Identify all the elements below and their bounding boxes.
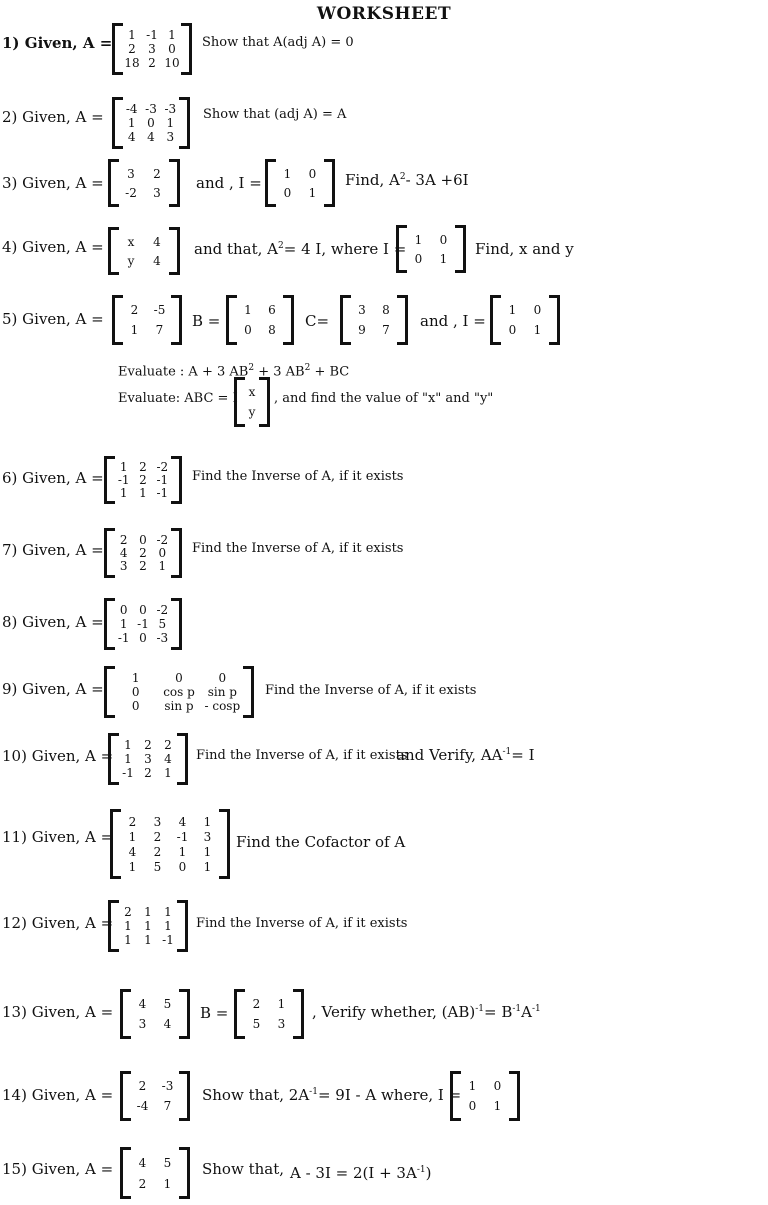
matrix-cell: y (248, 405, 256, 419)
matrix-cell: 1 (139, 485, 147, 500)
matrix-cell: 6 (268, 303, 276, 317)
q11-matrix (110, 812, 230, 876)
q13-b-label: B = (200, 1004, 229, 1022)
q10-sup: -1 (502, 747, 512, 757)
matrix-grid (460, 1076, 510, 1116)
q4-text-b: = 4 I, where I = (283, 240, 407, 258)
q6-label: 6) Given, A = (2, 469, 104, 487)
matrix-cell: 0 (283, 185, 292, 200)
matrix-cell: 0 (508, 323, 517, 337)
matrix-cell: 2 (138, 1079, 147, 1093)
q7-label: 7) Given, A = (2, 541, 104, 559)
q13-label: 13) Given, A = (2, 1003, 114, 1021)
matrix-cell: - cosp (204, 699, 241, 713)
matrix-cell: 1 (124, 933, 132, 947)
matrix-cell: 4 (138, 1155, 147, 1170)
matrix-cell: -3 (164, 102, 177, 116)
q5-matrix-b (226, 298, 294, 342)
matrix-cell: -1 (117, 631, 130, 645)
matrix-grid (275, 164, 325, 202)
matrix-cell: 1 (119, 617, 128, 631)
q15-eq-b: ) (425, 1164, 432, 1182)
matrix-cell: -1 (162, 933, 174, 947)
matrix-cell: -4 (125, 102, 138, 116)
matrix-cell: sin p (164, 699, 194, 713)
q12-text: Find the Inverse of A, if it exists (196, 916, 408, 931)
matrix-cell: 1 (508, 303, 517, 317)
matrix-cell: y (127, 253, 135, 268)
q1-label: 1) Given, A = (2, 34, 113, 52)
matrix-cell: -5 (153, 303, 166, 317)
q4-find: Find, x and y (475, 240, 574, 258)
matrix-cell: 1 (119, 460, 128, 475)
q14-label: 14) Given, A = (2, 1086, 114, 1104)
q5-label: 5) Given, A = (2, 310, 104, 328)
matrix-cell: 2 (144, 766, 152, 780)
q14-text-a: Show that, 2A (202, 1086, 310, 1104)
q2-matrix (112, 100, 190, 146)
matrix-cell: 1 (130, 323, 139, 337)
q3-label: 3) Given, A = (2, 174, 104, 192)
matrix-cell: 4 (138, 997, 147, 1011)
matrix-cell: 3 (277, 1017, 286, 1031)
q5-eval1-sup1: 2 (248, 363, 255, 373)
q3-and-i: and , I = (196, 174, 262, 192)
q2-text: Show that (adj A) = A (203, 107, 347, 122)
q3-find-b: - 3A +6I (405, 171, 469, 189)
matrix-cell: 1 (124, 752, 132, 766)
matrix-grid (122, 28, 182, 70)
q2-label: 2) Given, A = (2, 108, 104, 126)
matrix-cell: 4 (119, 545, 128, 560)
matrix-cell: 4 (164, 752, 172, 766)
matrix-cell: -1 (156, 485, 169, 500)
matrix-cell: 2 (130, 303, 139, 317)
q9-matrix (104, 669, 254, 715)
matrix-cell: 7 (155, 323, 164, 337)
matrix-cell: 9 (358, 323, 366, 337)
matrix-cell: 3 (119, 559, 128, 574)
q5-matrix-a (112, 298, 182, 342)
q11-label: 11) Given, A = (2, 828, 114, 846)
q5-eval1-c: + BC (314, 364, 350, 380)
matrix-cell: 1 (144, 919, 152, 933)
matrix-cell: 1 (128, 829, 137, 844)
matrix-cell: 1 (277, 997, 286, 1011)
matrix-grid (114, 603, 172, 645)
matrix-cell: 1 (131, 671, 140, 685)
q13-verify (312, 1003, 541, 1021)
matrix-cell: sin p (207, 685, 237, 699)
matrix-cell: 1 (533, 323, 542, 337)
worksheet-title: WORKSHEET (316, 4, 452, 24)
matrix-cell: 2 (128, 814, 137, 829)
matrix-cell: 1 (178, 844, 187, 859)
matrix-cell: 0 (158, 545, 167, 560)
q13-matrix-a (120, 992, 190, 1036)
matrix-cell: -1 (176, 829, 189, 844)
matrix-cell: -1 (137, 617, 149, 631)
matrix-grid (350, 300, 398, 340)
matrix-grid (244, 382, 260, 422)
q15-sup: -1 (416, 1165, 426, 1175)
q6-matrix (104, 459, 182, 501)
q5-b-label: B = (192, 312, 221, 330)
matrix-cell: 2 (139, 559, 147, 574)
q10-verify (396, 746, 535, 764)
q14-text-b: = 9I - A where, I = (317, 1086, 462, 1104)
q12-label: 12) Given, A = (2, 914, 114, 932)
matrix-cell: 3 (153, 814, 162, 829)
matrix-cell: 0 (175, 671, 183, 685)
matrix-cell: 4 (127, 130, 136, 144)
q14-sup: -1 (309, 1087, 318, 1097)
q5-eval1-a: Evaluate : A + 3 AB (118, 364, 249, 380)
q13-sup2: -1 (512, 1004, 522, 1014)
matrix-cell: 4 (147, 130, 155, 144)
matrix-cell: 1 (439, 251, 448, 266)
matrix-cell: 1 (203, 844, 212, 859)
q10-text: Find the Inverse of A, if it exists (196, 748, 408, 763)
q3-identity-matrix (265, 162, 335, 204)
matrix-cell: -2 (156, 532, 169, 547)
matrix-grid (120, 814, 220, 874)
matrix-cell: 0 (308, 166, 317, 181)
matrix-cell: 3 (166, 130, 175, 144)
matrix-cell: 1 (164, 905, 172, 919)
matrix-cell: 0 (139, 603, 147, 617)
q9-text: Find the Inverse of A, if it exists (265, 683, 477, 698)
q14-identity-matrix (450, 1074, 520, 1118)
q13-text-b: = B (483, 1003, 513, 1021)
q6-text: Find the Inverse of A, if it exists (192, 469, 404, 484)
matrix-cell: 2 (128, 42, 136, 56)
matrix-cell: 1 (244, 303, 252, 317)
matrix-cell: 4 (128, 844, 137, 859)
matrix-cell: 0 (131, 685, 140, 699)
q4-matrix (108, 230, 180, 272)
q5-xy-matrix (234, 380, 270, 424)
q12-matrix (108, 903, 188, 949)
matrix-cell: 1 (414, 232, 423, 247)
q4-identity-matrix (396, 228, 466, 270)
matrix-cell: 2 (139, 460, 147, 475)
matrix-cell: -3 (145, 102, 157, 116)
matrix-grid (500, 300, 550, 340)
matrix-cell: 1 (166, 116, 175, 130)
matrix-cell: 3 (148, 42, 156, 56)
q13-sup1: -1 (475, 1004, 484, 1014)
matrix-cell: 2 (164, 738, 172, 752)
matrix-cell: 7 (163, 1099, 172, 1113)
matrix-cell: 1 (468, 1079, 477, 1093)
matrix-cell: 0 (119, 603, 128, 617)
matrix-cell: 5 (153, 859, 162, 874)
q10-verify-b: = I (511, 746, 535, 764)
q10-label: 10) Given, A = (2, 747, 114, 765)
matrix-cell: 1 (308, 185, 317, 200)
q3-sup: 2 (399, 172, 406, 182)
matrix-cell: 2 (153, 844, 162, 859)
matrix-grid (118, 232, 170, 270)
q15-equation (290, 1164, 431, 1182)
matrix-grid (114, 461, 172, 499)
q7-text: Find the Inverse of A, if it exists (192, 541, 404, 556)
matrix-cell: 1 (163, 1176, 172, 1191)
q4-label: 4) Given, A = (2, 238, 104, 256)
matrix-cell: 5 (158, 617, 167, 631)
q13-matrix-b (234, 992, 304, 1036)
matrix-cell: -3 (156, 631, 169, 645)
matrix-cell: 5 (163, 997, 172, 1011)
matrix-cell: 0 (139, 631, 147, 645)
matrix-cell: -3 (161, 1079, 174, 1093)
q5-eval1-sup2: 2 (304, 363, 311, 373)
matrix-cell: x (127, 234, 135, 249)
q10-verify-a: and Verify, AA (396, 746, 503, 764)
matrix-cell: -2 (156, 603, 169, 617)
matrix-cell: 2 (252, 997, 261, 1011)
matrix-cell: -2 (156, 460, 169, 475)
matrix-cell: 2 (153, 166, 161, 181)
matrix-cell: 2 (153, 829, 162, 844)
matrix-grid (130, 994, 180, 1034)
matrix-cell: -4 (136, 1099, 149, 1113)
matrix-cell: 1 (283, 166, 292, 181)
matrix-grid (118, 164, 170, 202)
q14-text (202, 1086, 461, 1104)
q1-text: Show that A(adj A) = 0 (202, 35, 354, 50)
matrix-cell: 1 (203, 814, 212, 829)
matrix-cell: 1 (493, 1099, 502, 1113)
matrix-cell: 8 (382, 303, 390, 317)
q3-matrix (108, 162, 180, 204)
matrix-cell: 2 (138, 1176, 147, 1191)
matrix-cell: 4 (163, 1017, 172, 1031)
matrix-cell: 3 (138, 1017, 147, 1031)
q5-i-label: and , I = (420, 312, 486, 330)
matrix-cell: 1 (128, 28, 136, 42)
matrix-cell: 0 (131, 699, 140, 713)
q9-label: 9) Given, A = (2, 680, 104, 698)
q5-c-label: C= (305, 312, 330, 330)
matrix-grid (118, 738, 178, 780)
q10-matrix (108, 736, 188, 782)
matrix-cell: 1 (144, 933, 152, 947)
matrix-grid (122, 300, 172, 340)
q11-text: Find the Cofactor of A (236, 833, 406, 851)
q13-text-a: , Verify whether, (AB) (312, 1003, 476, 1021)
q15-eq-a: A - 3I = 2(I + 3A (290, 1164, 417, 1182)
q5-evaluate-2: Evaluate: ABC = I (118, 391, 238, 406)
q13-sup3: -1 (531, 1004, 541, 1014)
matrix-cell: 1 (127, 116, 136, 130)
q14-matrix (120, 1074, 190, 1118)
matrix-cell: 2 (124, 905, 132, 919)
matrix-cell: 1 (119, 485, 128, 500)
matrix-grid (236, 300, 284, 340)
q15-matrix (120, 1150, 190, 1196)
matrix-cell: 1 (164, 919, 172, 933)
matrix-cell: 1 (164, 766, 172, 780)
matrix-cell: 0 (439, 232, 448, 247)
matrix-cell: 0 (218, 671, 227, 685)
matrix-cell: 4 (153, 234, 161, 249)
q5-evaluate-2-tail: , and find the value of "x" and "y" (274, 391, 494, 406)
matrix-cell: 3 (358, 303, 366, 317)
matrix-cell: 1 (128, 859, 137, 874)
matrix-grid (406, 230, 456, 268)
matrix-grid (130, 1076, 180, 1116)
q3-find (345, 171, 469, 189)
matrix-cell: 0 (139, 532, 147, 547)
matrix-cell: 2 (148, 56, 156, 70)
q5-matrix-c (340, 298, 408, 342)
matrix-cell: cos p (163, 685, 195, 699)
matrix-cell: -1 (117, 472, 130, 487)
matrix-cell: 1 (124, 919, 132, 933)
matrix-cell: 5 (252, 1017, 261, 1031)
matrix-cell: 7 (382, 323, 390, 337)
matrix-cell: 3 (153, 185, 161, 200)
matrix-cell: 0 (468, 1099, 477, 1113)
q5-identity-matrix (490, 298, 560, 342)
q8-matrix (104, 601, 182, 647)
q8-label: 8) Given, A = (2, 613, 104, 631)
matrix-cell: 10 (164, 56, 180, 70)
matrix-cell: 2 (119, 532, 128, 547)
matrix-grid (114, 671, 244, 713)
matrix-cell: -2 (125, 185, 137, 200)
matrix-cell: 3 (144, 752, 152, 766)
matrix-cell: 0 (414, 251, 423, 266)
matrix-cell: x (248, 385, 256, 399)
matrix-cell: 4 (153, 253, 161, 268)
q13-text-c: A (521, 1003, 532, 1021)
matrix-cell: 18 (124, 56, 140, 70)
q1-matrix (112, 26, 192, 72)
matrix-cell: 1 (168, 28, 176, 42)
q4-sup: 2 (278, 241, 284, 251)
matrix-cell: 4 (178, 814, 187, 829)
matrix-cell: -1 (146, 28, 158, 42)
matrix-cell: -1 (156, 472, 169, 487)
matrix-grid (130, 1152, 180, 1194)
matrix-cell: -1 (122, 766, 134, 780)
matrix-grid (114, 533, 172, 573)
q7-matrix (104, 531, 182, 575)
q4-text-a: and that, A (194, 240, 279, 258)
matrix-cell: 2 (139, 472, 147, 487)
matrix-cell: 0 (244, 323, 252, 337)
matrix-cell: 5 (163, 1155, 172, 1170)
q15-show-that: Show that, (202, 1160, 285, 1178)
matrix-cell: 0 (147, 116, 155, 130)
matrix-cell: 1 (158, 559, 167, 574)
matrix-cell: 1 (203, 859, 212, 874)
matrix-cell: 0 (178, 859, 187, 874)
matrix-cell: 0 (168, 42, 176, 56)
matrix-cell: 1 (124, 738, 132, 752)
q15-label: 15) Given, A = (2, 1160, 114, 1178)
matrix-cell: 0 (493, 1079, 502, 1093)
matrix-grid (244, 994, 294, 1034)
matrix-cell: 2 (139, 545, 147, 560)
matrix-cell: 1 (144, 905, 152, 919)
q5-eval1-b: + 3 AB (258, 364, 305, 380)
matrix-cell: 3 (127, 166, 135, 181)
matrix-grid (122, 102, 180, 144)
q3-find-a: Find, A (345, 171, 400, 189)
matrix-cell: 8 (268, 323, 276, 337)
matrix-cell: 0 (533, 303, 542, 317)
matrix-cell: 2 (144, 738, 152, 752)
matrix-cell: 3 (203, 829, 212, 844)
matrix-grid (118, 905, 178, 947)
q4-text (194, 240, 406, 258)
